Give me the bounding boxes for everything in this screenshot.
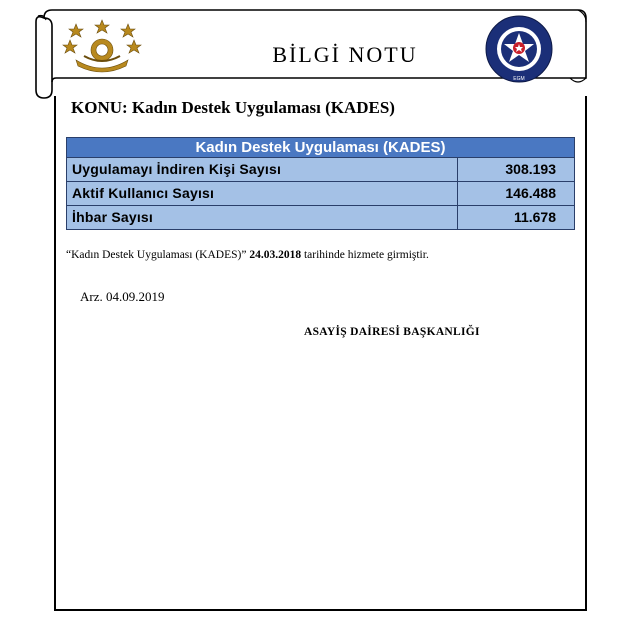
table-row-label: Uygulamayı İndiren Kişi Sayısı <box>72 161 282 177</box>
submission-date: Arz. 04.09.2019 <box>80 289 165 304</box>
subject-line: KONU: Kadın Destek Uygulaması (KADES) <box>71 98 395 117</box>
department-signature: ASAYİŞ DAİRESİ BAŞKANLIĞI <box>304 326 480 338</box>
table-row <box>67 157 574 181</box>
star-crescent-emblem-icon <box>62 18 142 76</box>
note-prefix: “Kadın Destek Uygulaması (KADES)” <box>66 249 250 261</box>
table-row-value: 146.488 <box>457 182 574 205</box>
launch-note <box>66 249 429 261</box>
police-badge-icon <box>478 14 560 84</box>
table-row <box>67 181 574 205</box>
table-row <box>67 205 574 229</box>
table-row-value: 11.678 <box>457 206 574 229</box>
table-row-value: 308.193 <box>457 158 574 181</box>
badge-bottom-text: EGM <box>513 76 525 82</box>
table-row-label: Aktif Kullanıcı Sayısı <box>72 185 215 201</box>
table-title: Kadın Destek Uygulaması (KADES) <box>67 138 574 157</box>
note-date: 24.03.2018 <box>249 249 302 261</box>
table-row-label: İhbar Sayısı <box>72 209 153 225</box>
note-suffix: tarihinde hizmete girmiştir. <box>301 249 429 261</box>
stats-table <box>66 137 575 230</box>
page-title: BİLGİ NOTU <box>272 42 418 67</box>
